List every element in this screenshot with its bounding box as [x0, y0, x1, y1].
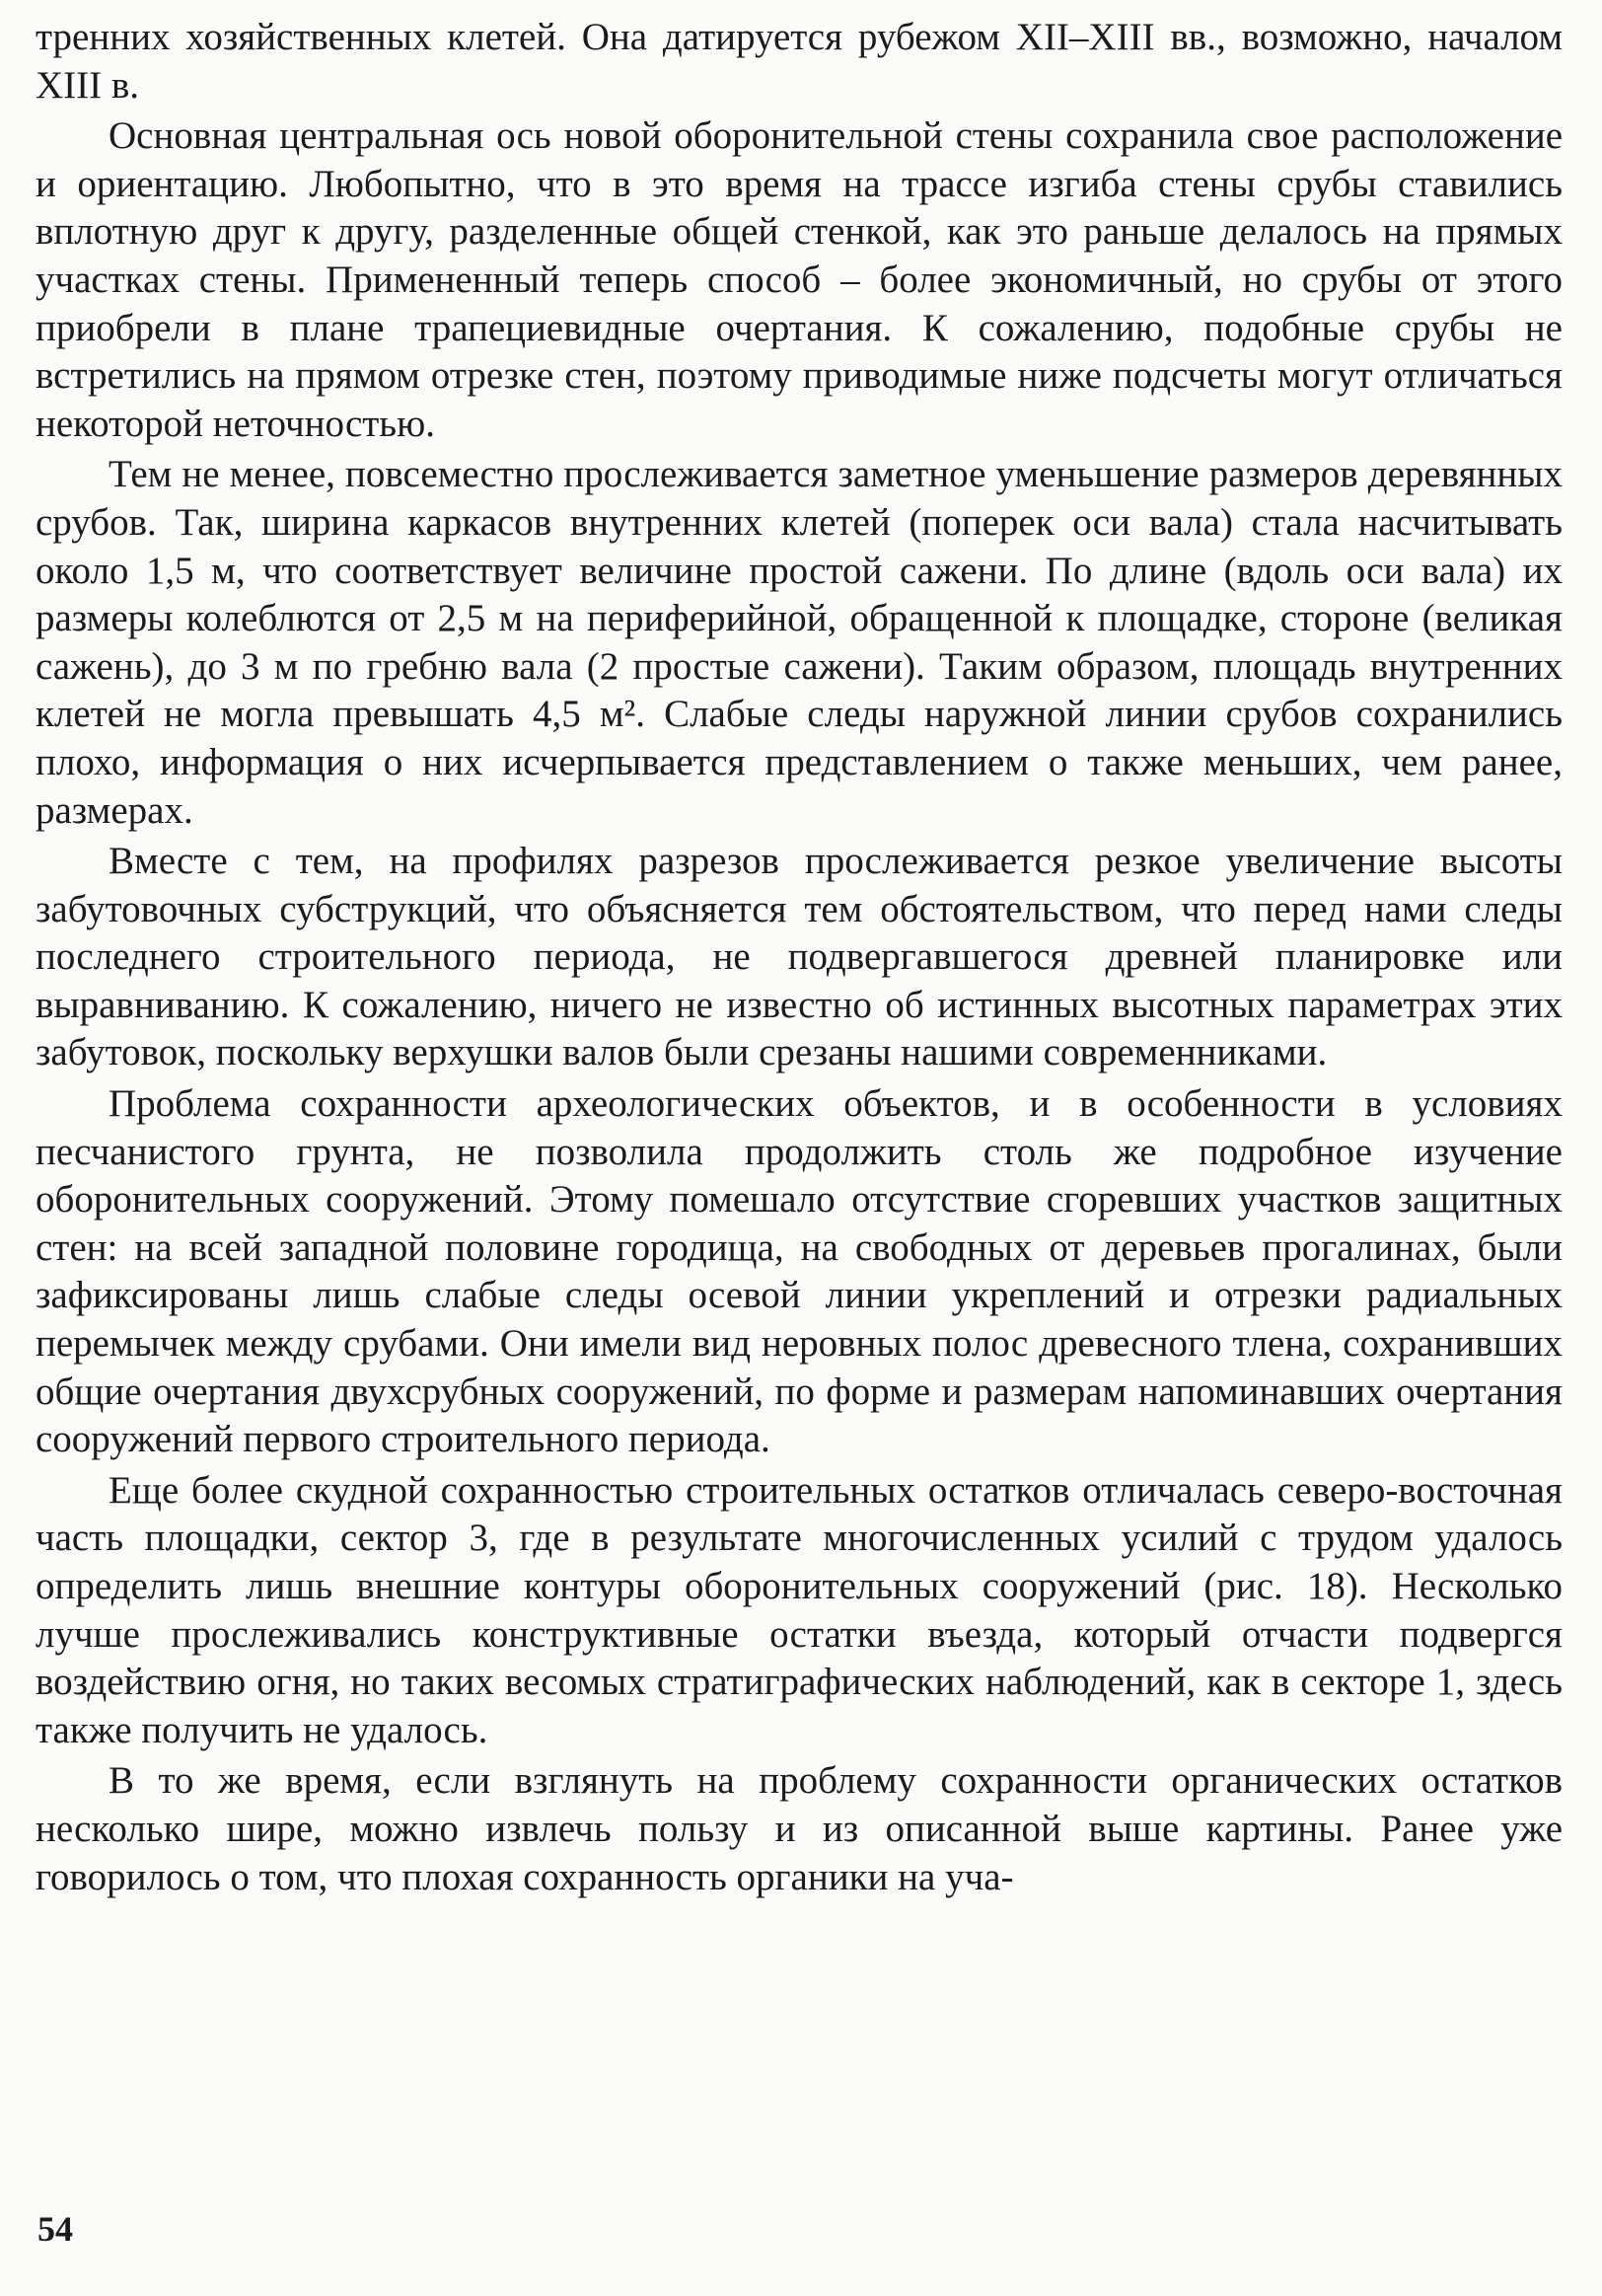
paragraph-3: Тем не менее, повсеместно прослеживается заметное уменьшение размеров деревянных срубов. Так, ширина каркасов внутренних клетей (поперек оси вала) стала насчитывать около 1,5 м, что соответствует величине простой сажени. По длине (вдоль оси вала) их размеры колеблются от 2,5 м на периферийной, обращенной к площадке, стороне (великая сажень), до 3 м по гребню вала (2 простые сажени). Таким образом, площадь внутренних клетей не могла превышать 4,5 м². Слабые следы наружной линии срубов сохранились плохо, информация о них исчерпывается представлением о также меньших, чем ранее, размерах.	[36, 453, 1563, 832]
paragraph-5: Проблема сохранности археологических объектов, и в особенности в условиях песчанистого грунта, не позволила продолжить столь же подробное изучение оборонительных сооружений. Этому помешало отсутствие сгоревших участков защитных стен: на всей западной половине городища, на свободных от деревьев прогалинах, были зафиксированы лишь слабые следы осевой линии укреплений и отрезки радиальных перемычек между срубами. Они имели вид неровных полос древесного тлена, сохранивших общие очертания двухсрубных сооружений, по форме и размерам напоминавших очертания сооружений первого строительного периода.	[36, 1082, 1563, 1461]
paragraph-1: тренних хозяйственных клетей. Она датируется рубежом XII–XIII вв., возможно, началом XIII в.	[36, 16, 1563, 107]
paragraph-2: Основная центральная ось новой оборонительной стены сохранила свое расположение и ориентацию. Любопытно, что в это время на трассе изгиба стены срубы ставились вплотную друг к другу, разделенные общей стенкой, как это раньше делалось на прямых участках стены. Примененный теперь способ – более экономичный, но срубы от этого приобрели в плане трапециевидные очертания. К сожалению, подобные срубы не встретились на прямом отрезке стен, поэтому приводимые ниже подсчеты могут отличаться некоторой неточностью.	[36, 114, 1563, 445]
paragraph-6: Еще более скудной сохранностью строительных остатков отличалась северо-восточная часть площадки, сектор 3, где в результате многочисленных усилий с трудом удалось определить лишь внешние контуры оборонительных сооружений (рис. 18). Несколько лучше прослеживались конструктивные остатки въезда, который отчасти подвергся воздействию огня, но таких весомых стратиграфических наблюдений, как в секторе 1, здесь также получить не удалось.	[36, 1468, 1563, 1751]
paragraph-7: В то же время, если взглянуть на проблему сохранности органических остатков несколько шире, можно извлечь пользу и из описанной выше картины. Ранее уже говорилось о том, что плохая сохранность органики на уча-	[36, 1759, 1563, 1898]
page-number: 54	[37, 2209, 73, 2249]
body-text	[36, 14, 1563, 1904]
paragraph-4: Вместе с тем, на профилях разрезов прослеживается резкое увеличение высоты забутовочных субструкций, что объясняется тем обстоятельством, что перед нами следы последнего строительного периода, не подвергавшегося древней планировке или выравниванию. К сожалению, ничего не известно об истинных высотных параметрах этих забутовок, поскольку верхушки валов были срезаны нашими современниками.	[36, 840, 1563, 1074]
